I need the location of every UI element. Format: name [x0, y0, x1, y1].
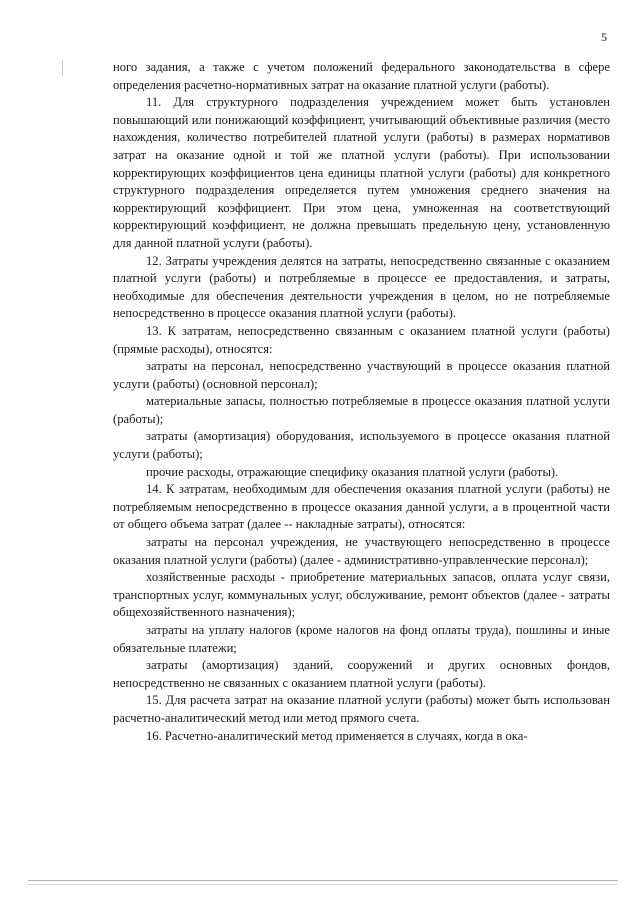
list-item-direct-staff: затраты на персонал, непосредственно участвующий в процессе оказания платной услуги (работы) (основной персонал);: [113, 359, 610, 391]
paragraph-11: 11. Для структурного подразделения учреждением может быть установлен повышающий или понижающий коэффициент, учитывающий объективные различия (место нахождения, количество потребителей платной услуги (работы) в размерах нормативов затрат на оказание одной и той же платной услуги (работы). При использовании корректирующих коэффициентов цена единицы платной услуги (работы) для конкретного структурного подразделения определяется путем умножения среднего значения на корректирующий коэффициент. При этом цена, умноженная на соответствующий корректирующий коэффициент, не должна превышать предельную цену, установленную для данной платной услуги (работы).: [113, 95, 610, 250]
document-body: [113, 59, 610, 745]
page-number: 5: [601, 30, 608, 44]
paragraph-13: 13. К затратам, непосредственно связанным с оказанием платной услуги (работы) (прямые расходы), относятся:: [113, 323, 610, 356]
list-item-taxes: затраты на уплату налогов (кроме налогов на фонд оплаты труда), пошлины и иные обязательные платежи;: [113, 623, 610, 655]
paragraph-16: 16. Расчетно-аналитический метод применяется в случаях, когда в ока-: [146, 728, 528, 743]
list-item-household-expenses: хозяйственные расходы - приобретение материальных запасов, оплата услуг связи, транспортных услуг, коммунальных услуг, обслуживание, ремонт объектов (далее - затраты общехозяйственного назначения);: [113, 570, 610, 620]
bottom-scan-line-secondary: [28, 884, 618, 885]
paragraph-continuation: ного задания, а также с учетом положений федерального законодательства в сфере определения расчетно-нормативных затрат на оказание платной услуги (работы).: [113, 60, 610, 92]
paragraph-14: 14. К затратам, необходимым для обеспечения оказания платной услуги (работы) не потребляемым непосредственно в процессе оказания данной услуги, а в процентной части от общего объема затрат (далее -- накладные затраты), относятся:: [113, 482, 610, 532]
margin-mark: [62, 60, 63, 76]
list-item-admin-staff: затраты на персонал учреждения, не участвующего непосредственно в процессе оказания платной услуги (работы) (далее - административно-управленческие персонал);: [113, 535, 610, 567]
bottom-scan-line: [28, 880, 618, 881]
paragraph-12: 12. Затраты учреждения делятся на затраты, непосредственно связанные с оказанием платной услуги (работы) и потребляемые в процессе ее предоставления, и затраты, необходимые для обеспечения деятельности учреждения в целом, но не потребляемые непосредственно в процессе оказания платной услуги (работы).: [113, 253, 610, 321]
list-item-other-expenses: прочие расходы, отражающие специфику оказания платной услуги (работы).: [146, 464, 559, 479]
list-item-equipment-depreciation: затраты (амортизация) оборудования, используемого в процессе оказания платной услуги (работы);: [113, 429, 610, 462]
list-item-building-depreciation: затраты (амортизация) зданий, сооружений и других основных фондов, непосредственно не связанных с оказанием платной услуги (работы).: [113, 658, 610, 690]
paragraph-15: 15. Для расчета затрат на оказание платной услуги (работы) может быть использован расчетно-аналитический метод или метод прямого счета.: [113, 693, 610, 725]
list-item-materials: материальные запасы, полностью потребляемые в процессе оказания платной услуги (работы);: [113, 394, 610, 426]
